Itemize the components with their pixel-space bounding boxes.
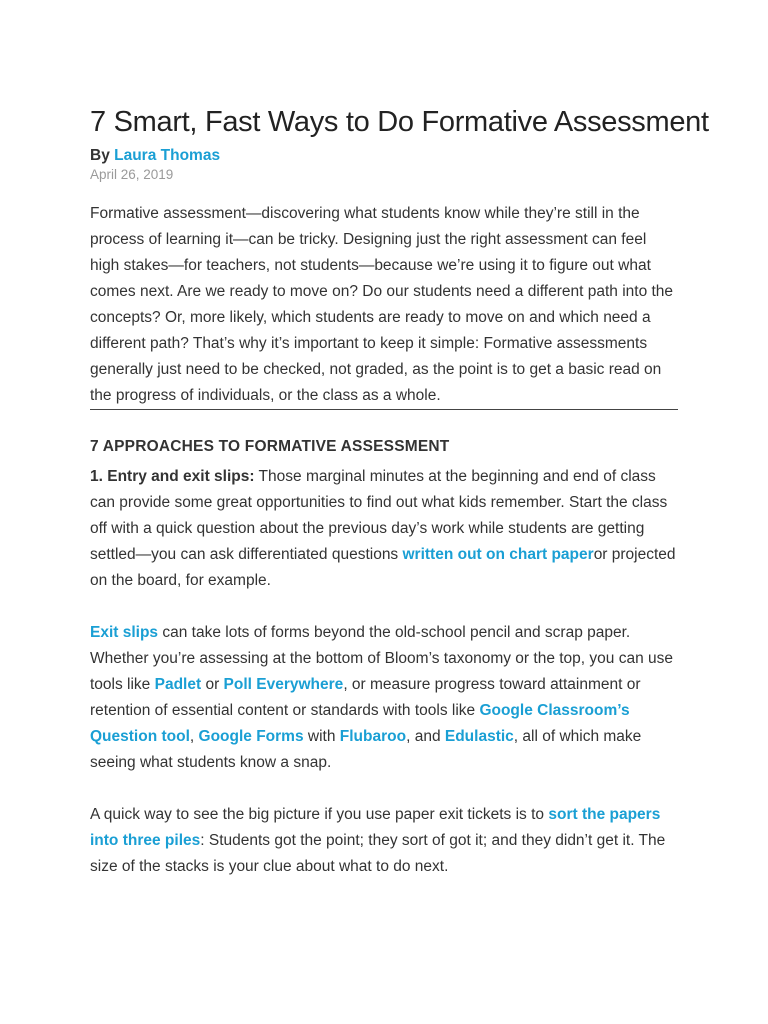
text-span: , all of which make seeing what students know a snap. <box>90 728 642 771</box>
link-google-classroom-question-tool[interactable]: Google Classroom’s Question tool <box>90 702 630 745</box>
text-span: or <box>201 676 224 693</box>
link-padlet[interactable]: Padlet <box>154 676 202 693</box>
link-exit-slips[interactable]: Exit slips <box>90 624 159 641</box>
link-chart-paper[interactable]: written out on chart paper <box>402 546 594 563</box>
article <box>90 100 709 880</box>
text-span: Those marginal minutes at the beginning and end of class can provide some great opportunities to find out what kids remember. Start the class off with a quick question about the previous day’s work while students are getting settled—you can ask differentiated questions <box>90 468 668 563</box>
section-heading: 7 APPROACHES TO FORMATIVE ASSESSMENT <box>90 438 450 455</box>
link-flubaroo[interactable]: Flubaroo <box>339 728 407 745</box>
text-span: or projected on the board, for example. <box>90 546 676 589</box>
text-span: can take lots of forms beyond the old-school pencil and scrap paper. Whether you’re assessing at the bottom of Bloom’s taxonomy or the top, you can use tools like <box>90 624 673 693</box>
paragraph-entry-exit-slips <box>90 464 676 594</box>
text-span: , <box>189 728 199 745</box>
text-span: A quick way to see the big picture if you use paper exit tickets is to <box>90 806 549 823</box>
text-span: with <box>303 728 340 745</box>
text-span: : Students got the point; they sort of got it; and they didn’t get it. The size of the stacks is your clue about what to do next. <box>90 832 666 875</box>
link-edulastic[interactable]: Edulastic <box>444 728 514 745</box>
paragraph-three-piles <box>90 802 676 880</box>
byline <box>90 146 680 166</box>
link-google-forms[interactable]: Google Forms <box>198 728 304 745</box>
link-poll-everywhere[interactable]: Poll Everywhere <box>223 676 344 693</box>
intro-paragraph: Formative assessment—discovering what students know while they’re still in the process of learning it—can be tricky. Designing just the right assessment can feel high stakes—for teachers, not students—because we’re using it to figure out what comes next. Are we ready to move on? Do our students need a different path into the concepts? Or, more likely, which students are ready to move on and which need a different path? That’s why it’s important to keep it simple: Formative assessments generally just need to be checked, not graded, as the point is to get a basic read on the progress of individuals, or the class as a whole. <box>90 205 674 404</box>
text-span: , and <box>406 728 445 745</box>
byline-prefix: By <box>90 147 115 164</box>
paragraph-exit-slips <box>90 620 676 776</box>
publish-date: April 26, 2019 <box>90 167 174 182</box>
intro-block <box>90 201 678 410</box>
item-lead: 1. Entry and exit slips: <box>90 468 255 485</box>
text-span: , or measure progress toward attainment or retention of essential content or standards with tools like <box>90 676 641 719</box>
author-link[interactable]: Laura Thomas <box>114 147 221 164</box>
article-title: 7 Smart, Fast Ways to Do Formative Assessment <box>90 106 709 138</box>
link-sort-three-piles[interactable]: sort the papers into three piles <box>90 806 661 849</box>
